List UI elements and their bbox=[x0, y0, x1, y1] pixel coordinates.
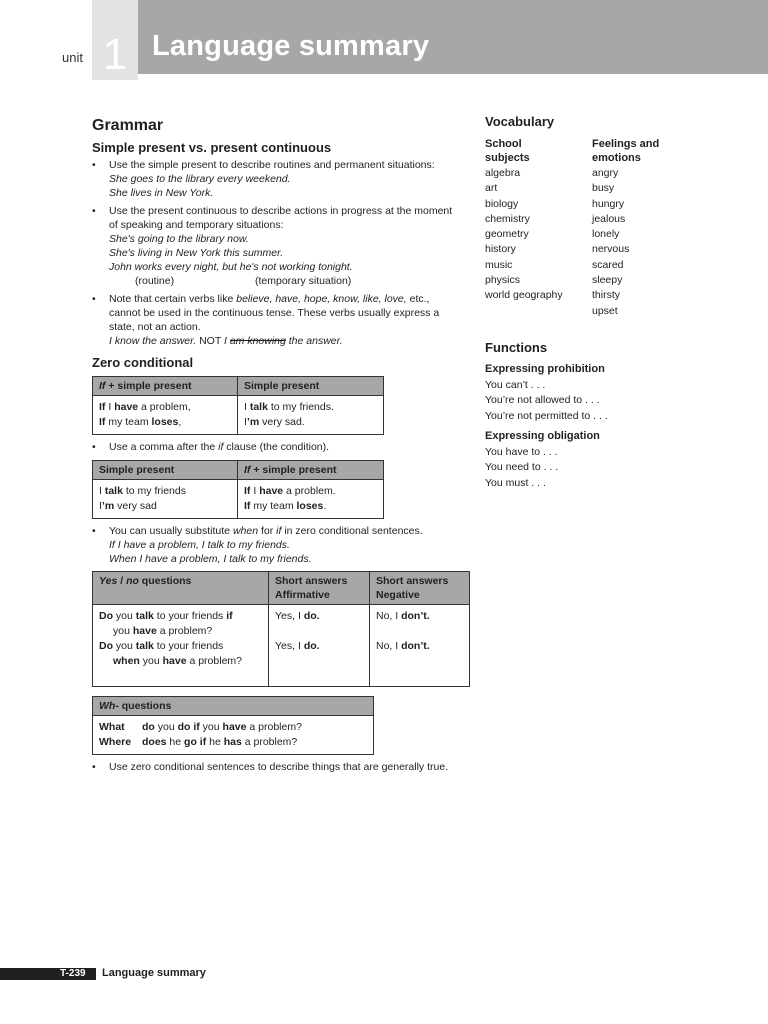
page-number: T-239 bbox=[60, 968, 86, 979]
list-item: You must . . . bbox=[485, 476, 546, 489]
feelings-list bbox=[592, 137, 659, 319]
bullet-simple-present bbox=[92, 158, 472, 200]
bullet-dot: • bbox=[92, 159, 96, 171]
unit-label: unit bbox=[62, 50, 83, 65]
grammar-heading: Grammar bbox=[92, 117, 164, 134]
table-cell: No, I don’t. No, I don’t. bbox=[370, 605, 470, 687]
list-item: angry bbox=[592, 167, 619, 179]
prohibition-list bbox=[485, 362, 608, 424]
bullet-text: state, not an action. bbox=[109, 321, 201, 333]
table-if-second bbox=[92, 460, 384, 519]
bullet-dot: • bbox=[92, 761, 96, 773]
list-item: history bbox=[485, 243, 516, 256]
bullet-text: cannot be used in the continuous tense. These verbs usually express a bbox=[109, 307, 440, 319]
table-cell: I talk to my friends I’m very sad bbox=[93, 480, 238, 519]
bullet-text: Use zero conditional sentences to describe things that are generally true. bbox=[109, 761, 449, 773]
list-item: busy bbox=[592, 182, 615, 195]
bullet-generally-true bbox=[92, 760, 472, 774]
list-item: biology bbox=[485, 197, 519, 210]
header-bar bbox=[138, 0, 768, 74]
bullet-text: Use the present continuous to describe actions in progress at the moment bbox=[109, 205, 453, 217]
bullet-stative-verbs bbox=[92, 292, 472, 348]
list-item: You’re not allowed to . . . bbox=[485, 394, 600, 406]
prohibition-heading: Expressing prohibition bbox=[485, 363, 605, 375]
list-item: sleepy bbox=[592, 274, 623, 287]
table-row bbox=[93, 480, 384, 519]
strikethrough-text: am knowing bbox=[229, 335, 286, 347]
table-header: Simple present bbox=[238, 377, 384, 396]
table-cell: Do you talk to your friends if you have a problem? Do you talk to your friends when you have a problem? bbox=[93, 605, 269, 687]
list-item: art bbox=[485, 182, 498, 195]
list-item: You can’t . . . bbox=[485, 378, 546, 391]
table-cell: If I have a problem, If my team loses, bbox=[93, 396, 238, 435]
example-sentence: I know the answer. bbox=[109, 335, 197, 347]
bullet-text: of speaking and temporary situations: bbox=[109, 219, 284, 231]
list-item: jealous bbox=[592, 212, 626, 225]
table-row bbox=[93, 716, 374, 755]
table-cell: If I have a problem. If my team loses. bbox=[238, 480, 384, 519]
table-header: If + simple present bbox=[93, 377, 238, 396]
list-item: physics bbox=[485, 274, 521, 287]
obligation-heading: Expressing obligation bbox=[485, 430, 600, 442]
table-header: If + simple present bbox=[238, 461, 384, 480]
school-subjects-heading: School subjects bbox=[485, 138, 530, 164]
page-title: Language summary bbox=[152, 30, 430, 62]
list-item: hungry bbox=[592, 197, 625, 210]
bullet-dot: • bbox=[92, 205, 96, 217]
grammar-subheading: Simple present vs. present continuous bbox=[92, 140, 332, 155]
list-item: scared bbox=[592, 258, 624, 271]
temporary-note: (temporary situation) bbox=[255, 275, 352, 287]
routine-note: (routine) bbox=[135, 275, 175, 287]
table-header: Short answers Affirmative bbox=[269, 572, 370, 605]
example-sentence: John works every night, but he's not working tonight. bbox=[109, 261, 353, 273]
list-item: You have to . . . bbox=[485, 445, 558, 458]
bullet-substitute: • You can usually substitute when for if in zero conditional sentences. If I have a problem, I talk to my friends. When I have a problem, I talk to my friends. bbox=[92, 524, 472, 566]
list-item: world geography bbox=[485, 289, 563, 302]
table-row bbox=[93, 396, 384, 435]
bullet-text: Use the simple present to describe routines and permanent situations: bbox=[109, 159, 435, 171]
zero-conditional-heading: Zero conditional bbox=[92, 355, 194, 370]
list-item: thirsty bbox=[592, 289, 621, 302]
not-label: NOT bbox=[196, 335, 224, 347]
table-if-first bbox=[92, 376, 384, 435]
list-item: music bbox=[485, 258, 513, 271]
bullet-dot: • bbox=[92, 293, 96, 305]
obligation-list bbox=[485, 429, 600, 491]
list-item: You’re not permitted to . . . bbox=[485, 409, 608, 422]
example-sentence: When I have a problem, I talk to my friends. bbox=[109, 553, 312, 565]
example-sentence: the answer. bbox=[285, 335, 343, 347]
list-item: upset bbox=[592, 304, 618, 317]
unit-number: 1 bbox=[92, 0, 138, 80]
bullet-text: Note that certain verbs like bbox=[109, 293, 237, 305]
table-header: Yes / no questions bbox=[93, 572, 269, 605]
list-item: You need to . . . bbox=[485, 461, 559, 473]
bullet-text: etc., bbox=[406, 293, 430, 305]
list-item: geometry bbox=[485, 228, 529, 241]
example-sentence: She lives in New York. bbox=[109, 187, 214, 199]
example-sentence: If I have a problem, I talk to my friends. bbox=[109, 539, 290, 551]
bullet-comma: • Use a comma after the if clause (the condition). bbox=[92, 441, 330, 453]
functions-heading: Functions bbox=[485, 340, 548, 355]
footer-label: Language summary bbox=[102, 967, 206, 979]
feelings-heading: Feelings and emotions bbox=[592, 138, 660, 164]
table-cell: What do you do if you have a problem? Where does he go if he has a problem? bbox=[93, 716, 374, 755]
example-sentence: I bbox=[223, 335, 230, 347]
verb-list: believe, have, hope, know, like, love, bbox=[236, 293, 407, 305]
list-item: lonely bbox=[592, 228, 620, 241]
table-cell: Yes, I do. Yes, I do. bbox=[269, 605, 370, 687]
vocabulary-heading: Vocabulary bbox=[485, 114, 555, 129]
list-item: algebra bbox=[485, 167, 521, 179]
table-row bbox=[93, 605, 470, 687]
table-yes-no-questions bbox=[92, 571, 470, 687]
table-wh-questions bbox=[92, 696, 374, 755]
example-sentence: She's going to the library now. bbox=[109, 233, 249, 245]
table-cell: I talk to my friends. I’m very sad. bbox=[238, 396, 384, 435]
table-header: Simple present bbox=[93, 461, 238, 480]
table-header: Wh- questions bbox=[93, 697, 374, 716]
bullet-dot: • bbox=[92, 441, 96, 453]
example-sentence: She's living in New York this summer. bbox=[109, 247, 284, 259]
bullet-dot: • bbox=[92, 525, 96, 537]
list-item: nervous bbox=[592, 243, 630, 256]
example-sentence: She goes to the library every weekend. bbox=[109, 173, 291, 185]
bullet-present-continuous bbox=[92, 204, 472, 288]
school-subjects-list bbox=[485, 137, 563, 304]
list-item: chemistry bbox=[485, 212, 530, 225]
table-header: Short answers Negative bbox=[370, 572, 470, 605]
